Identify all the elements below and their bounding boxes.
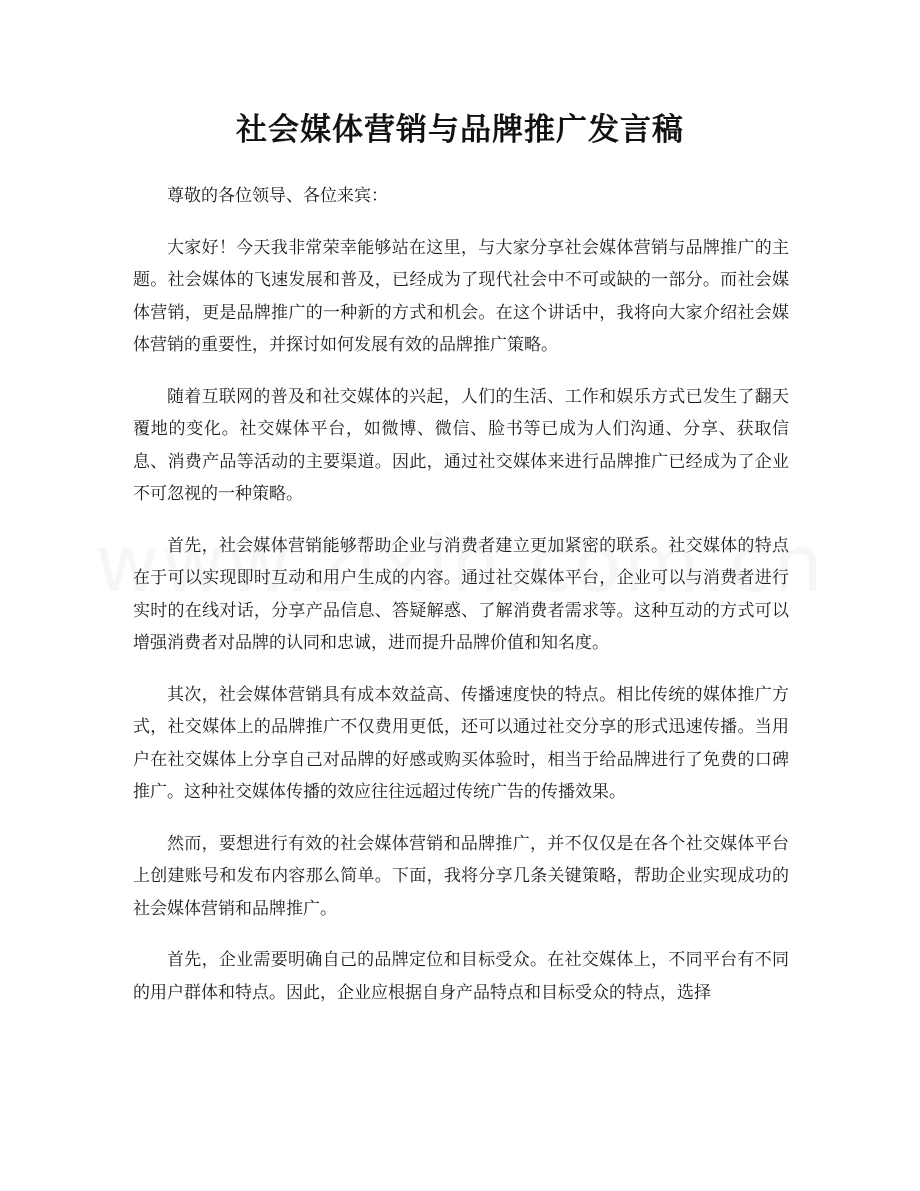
document-body xyxy=(133,180,789,1028)
paragraph-intro: 大家好！今天我非常荣幸能够站在这里，与大家分享社会媒体营销与品牌推广的主题。社会媒体的飞速发展和普及，已经成为了现代社会中不可或缺的一部分。而社会媒体营销，更是品牌推广的一种新的方式和机会。在这个讲话中，我将向大家介绍社会媒体营销的重要性，并探讨如何发展有效的品牌推广策略。 xyxy=(133,237,789,355)
paragraph-background: 随着互联网的普及和社交媒体的兴起，人们的生活、工作和娱乐方式已发生了翻天覆地的变化。社交媒体平台，如微博、微信、脸书等已成为人们沟通、分享、获取信息、消费产品等活动的主要渠道。因此，通过社交媒体来进行品牌推广已经成为了企业不可忽视的一种策略。 xyxy=(133,386,789,504)
paragraph-salutation: 尊敬的各位领导、各位来宾： xyxy=(167,186,388,206)
paragraph-strategy-1: 首先，企业需要明确自己的品牌定位和目标受众。在社交媒体上，不同平台有不同的用户群体和特点。因此，企业应根据自身产品特点和目标受众的特点，选择 xyxy=(133,950,789,1003)
paragraph-point-2: 其次，社会媒体营销具有成本效益高、传播速度快的特点。相比传统的媒体推广方式，社交媒体上的品牌推广不仅费用更低，还可以通过社交分享的形式迅速传播。当用户在社交媒体上分享自己对品牌的好感或购买体验时，相当于给品牌进行了免费的口碑推广。这种社交媒体传播的效应往往远超过传统广告的传播效果。 xyxy=(133,684,789,802)
paragraph-point-1: 首先，社会媒体营销能够帮助企业与消费者建立更加紧密的联系。社交媒体的特点在于可以实现即时互动和用户生成的内容。通过社交媒体平台，企业可以与消费者进行实时的在线对话，分享产品信息、答疑解惑、了解消费者需求等。这种互动的方式可以增强消费者对品牌的认同和忠诚，进而提升品牌价值和知名度。 xyxy=(133,535,789,653)
paragraph-transition: 然而，要想进行有效的社会媒体营销和品牌推广，并不仅仅是在各个社交媒体平台上创建账号和发布内容那么简单。下面，我将分享几条关键策略，帮助企业实现成功的社会媒体营销和品牌推广。 xyxy=(133,833,789,919)
page-title: 社会媒体营销与品牌推广发言稿 xyxy=(236,112,684,148)
